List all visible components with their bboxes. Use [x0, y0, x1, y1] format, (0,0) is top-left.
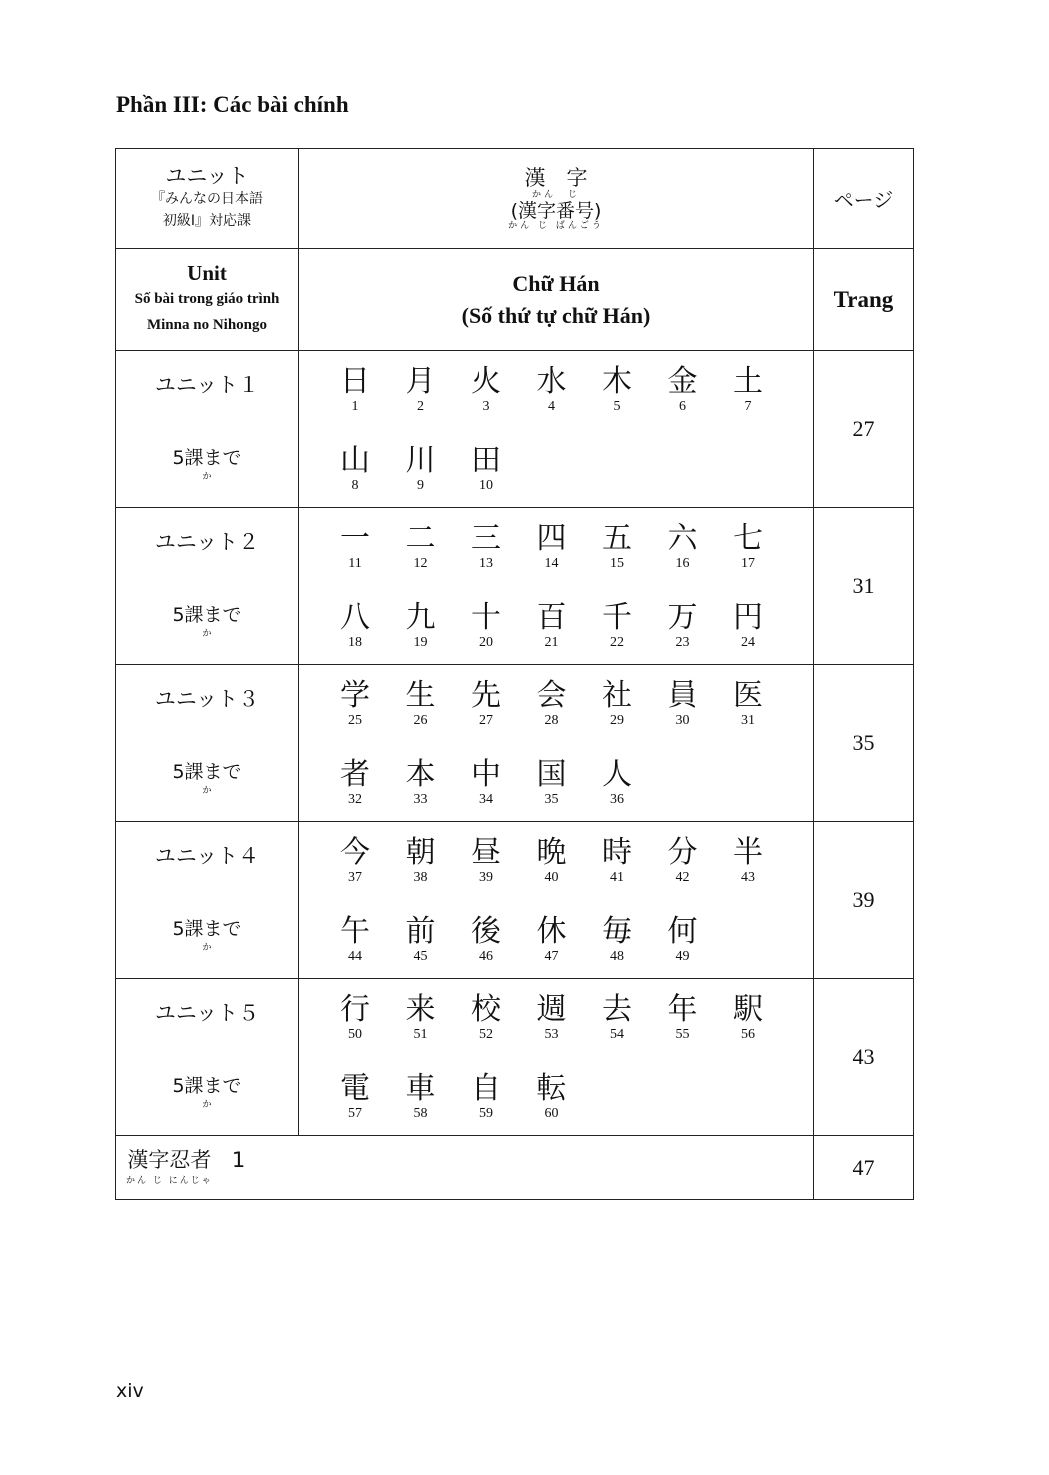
kanji-cell — [299, 351, 814, 508]
kanji-number: 24 — [741, 635, 755, 650]
kanji-number: 48 — [610, 949, 624, 964]
kanji-number: 55 — [675, 1027, 690, 1042]
kanji-number: 15 — [610, 556, 624, 571]
kanji-number: 21 — [544, 635, 559, 650]
kanji-number: 60 — [544, 1106, 559, 1121]
unit-until-furigana: か — [202, 628, 212, 639]
kanji-item — [391, 915, 451, 965]
kanji-char: 毎 — [602, 914, 632, 949]
kanji-number: 11 — [348, 556, 362, 571]
kanji-item — [325, 993, 385, 1043]
kanji-char: 休 — [536, 914, 567, 949]
header-unit-jp — [116, 149, 299, 249]
header-unit-vi — [116, 249, 299, 351]
kanji-item — [587, 993, 647, 1043]
kanji-item — [325, 522, 385, 572]
kanji-number: 20 — [479, 635, 493, 650]
kanji-item — [391, 601, 451, 651]
kanji-item — [587, 679, 647, 729]
kanji-number: 27 — [479, 713, 493, 728]
kanji-number: 16 — [675, 556, 690, 571]
kanji-item — [653, 522, 713, 572]
header-kanji-jp — [299, 149, 814, 249]
kanji-char: 昼 — [471, 835, 501, 870]
kanji-item — [325, 444, 385, 494]
kanji-char: 千 — [602, 600, 632, 635]
kanji-char: 分 — [667, 835, 698, 870]
kanji-item — [456, 915, 516, 965]
kanji-item — [587, 365, 647, 415]
unit-label: ユニット５ — [154, 1001, 260, 1025]
kanji-char: 一 — [340, 521, 370, 556]
kanji-char: 晩 — [536, 835, 567, 870]
kanji-char: 九 — [405, 600, 436, 635]
kanji-char: 生 — [405, 678, 436, 713]
kanji-char: 社 — [602, 678, 632, 713]
kanji-item — [391, 522, 451, 572]
unit-until-furigana: か — [202, 785, 212, 796]
kanji-char: 朝 — [405, 835, 436, 870]
kanji-item — [391, 993, 451, 1043]
header-unit-line1: 『みんなの日本語 — [151, 191, 263, 208]
unit-until: 5課まで か — [116, 762, 298, 796]
kanji-item — [391, 444, 451, 494]
unit-row-1 — [116, 351, 914, 508]
kanji-number: 17 — [741, 556, 755, 571]
kanji-item — [653, 915, 713, 965]
kanji-item — [456, 444, 516, 494]
page-cell — [814, 508, 914, 665]
header-unit-desc2: Minna no Nihongo — [146, 317, 268, 333]
unit-cell — [116, 979, 299, 1136]
kanji-number: 37 — [348, 870, 362, 885]
kanji-char: 者 — [340, 757, 370, 792]
kanji-item — [391, 679, 451, 729]
header-kanji-label: Chữ Hán — [512, 270, 600, 296]
header-row-japanese — [116, 149, 914, 249]
page-cell — [814, 979, 914, 1136]
kanji-number: 52 — [479, 1027, 493, 1042]
kanji-item — [653, 836, 713, 886]
kanji-char: 年 — [667, 992, 698, 1027]
kanji-item — [522, 915, 582, 965]
kanji-item — [456, 758, 516, 808]
unit-row-3 — [116, 665, 914, 822]
kanji-number: 14 — [544, 556, 559, 571]
kanji-char: 転 — [536, 1071, 567, 1106]
kanji-number: 28 — [544, 713, 559, 728]
kanji-ninja-cell — [116, 1136, 814, 1200]
page-number: 43 — [852, 1044, 875, 1069]
section-heading: Phần III: Các bài chính — [116, 92, 349, 117]
kanji-number: 12 — [413, 556, 428, 571]
unit-until: 5課まで か — [116, 919, 298, 953]
kanji-char: 先 — [471, 678, 501, 713]
kanji-char: 川 — [405, 443, 436, 478]
kanji-char: 今 — [340, 835, 370, 870]
unit-cell — [116, 665, 299, 822]
unit-cell — [116, 508, 299, 665]
kanji-item — [325, 1072, 385, 1122]
kanji-char: 後 — [471, 914, 501, 949]
page-cell — [814, 351, 914, 508]
kanji-cell — [299, 508, 814, 665]
kanji-item — [325, 365, 385, 415]
page-cell — [814, 822, 914, 979]
kanji-item — [718, 601, 778, 651]
kanji-number: 53 — [544, 1027, 559, 1042]
kanji-number: 8 — [351, 478, 359, 493]
kanji-number: 50 — [348, 1027, 362, 1042]
kanji-number: 40 — [544, 870, 559, 885]
kanji-number: 31 — [741, 713, 755, 728]
kanji-item — [391, 365, 451, 415]
lessons-table — [115, 148, 914, 1200]
page-cell — [814, 665, 914, 822]
kanji-char: 八 — [340, 600, 370, 635]
kanji-char: 学 — [340, 678, 370, 713]
kanji-char: 本 — [405, 757, 436, 792]
kanji-ninja-row — [116, 1136, 914, 1200]
header-kanji-desc: (Số thứ tự chữ Hán) — [461, 302, 651, 328]
page-number: 27 — [852, 416, 875, 441]
header-page-label-jp: ページ — [833, 188, 894, 212]
kanji-item — [325, 758, 385, 808]
page-number: 31 — [852, 573, 875, 598]
kanji-item — [522, 522, 582, 572]
kanji-number: 10 — [479, 478, 493, 493]
header-page-label: Trang — [833, 286, 894, 312]
page-footer-number: xiv — [116, 1380, 144, 1402]
unit-until-furigana: か — [202, 471, 212, 482]
kanji-item — [587, 601, 647, 651]
kanji-char: 万 — [667, 600, 698, 635]
kanji-number: 26 — [413, 713, 428, 728]
kanji-char: 員 — [667, 678, 698, 713]
kanji-char: 自 — [471, 1071, 501, 1106]
kanji-char: 百 — [536, 600, 567, 635]
page-number: 39 — [852, 887, 875, 912]
kanji-char: 五 — [602, 521, 632, 556]
kanji-number: 4 — [548, 399, 555, 414]
kanji-number: 45 — [413, 949, 428, 964]
kanji-item — [522, 365, 582, 415]
kanji-item — [456, 1072, 516, 1122]
page-number: 35 — [852, 730, 875, 755]
kanji-number: 2 — [417, 399, 424, 414]
kanji-number: 57 — [348, 1106, 362, 1121]
kanji-number: 34 — [479, 792, 493, 807]
header-page-vi — [814, 249, 914, 351]
kanji-item — [456, 601, 516, 651]
kanji-char: 行 — [340, 992, 370, 1027]
unit-until: 5課まで か — [116, 1076, 298, 1110]
kanji-char: 国 — [536, 757, 567, 792]
kanji-number: 23 — [675, 635, 690, 650]
kanji-item — [653, 601, 713, 651]
kanji-number: 36 — [610, 792, 624, 807]
kanji-number: 7 — [744, 399, 752, 414]
kanji-number: 49 — [675, 949, 690, 964]
kanji-char: 火 — [471, 364, 501, 399]
kanji-item — [653, 365, 713, 415]
unit-cell — [116, 822, 299, 979]
unit-row-2 — [116, 508, 914, 665]
header-unit-title: ユニット — [165, 164, 249, 189]
kanji-item — [718, 365, 778, 415]
kanji-number: 56 — [741, 1027, 755, 1042]
kanji-number: 25 — [348, 713, 362, 728]
kanji-cell — [299, 979, 814, 1136]
kanji-char: 半 — [733, 835, 763, 870]
kanji-char: 日 — [340, 364, 370, 399]
kanji-char: 車 — [405, 1071, 436, 1106]
kanji-item — [456, 365, 516, 415]
header-unit-line2: 初級Ⅰ』対応課 — [162, 213, 252, 230]
header-row-vietnamese — [116, 249, 914, 351]
header-page-jp — [814, 149, 914, 249]
kanji-number: 59 — [479, 1106, 493, 1121]
unit-row-4 — [116, 822, 914, 979]
kanji-number: 5 — [613, 399, 621, 414]
kanji-number: 35 — [544, 792, 559, 807]
unit-row-5 — [116, 979, 914, 1136]
kanji-item — [391, 836, 451, 886]
kanji-number: 19 — [413, 635, 428, 650]
unit-label: ユニット１ — [154, 373, 260, 397]
kanji-char: 前 — [405, 914, 436, 949]
kanji-char: 六 — [667, 521, 698, 556]
kanji-item — [456, 836, 516, 886]
kanji-number: 46 — [479, 949, 493, 964]
kanji-char: 七 — [733, 521, 763, 556]
kanji-item — [325, 915, 385, 965]
kanji-number: 1 — [351, 399, 359, 414]
kanji-item — [653, 679, 713, 729]
kanji-item — [522, 836, 582, 886]
kanji-item — [718, 522, 778, 572]
kanji-number: 9 — [417, 478, 424, 493]
kanji-number: 43 — [741, 870, 755, 885]
page-number: 47 — [852, 1154, 875, 1180]
kanji-number: 22 — [610, 635, 624, 650]
kanji-char: 会 — [536, 678, 567, 713]
kanji-char: 二 — [405, 521, 436, 556]
unit-until: 5課まで か — [116, 605, 298, 639]
kanji-item — [718, 679, 778, 729]
header-unit-label: Unit — [187, 260, 227, 285]
kanji-item — [522, 993, 582, 1043]
kanji-item — [718, 836, 778, 886]
kanji-number: 47 — [544, 949, 559, 964]
header-kanji-title: 漢 字 — [524, 165, 588, 190]
kanji-item — [587, 836, 647, 886]
unit-until-furigana: か — [202, 942, 212, 953]
kanji-ninja-furigana: かん じ にんじゃ — [126, 1175, 213, 1186]
kanji-number: 13 — [479, 556, 493, 571]
unit-cell — [116, 351, 299, 508]
kanji-item — [522, 1072, 582, 1122]
kanji-char: 月 — [405, 364, 436, 399]
kanji-char: 十 — [471, 600, 501, 635]
header-kanji-furigana: かん じ — [531, 189, 580, 200]
kanji-cell — [299, 665, 814, 822]
header-kanji-sub-furigana: かん じ ばんごう — [508, 221, 604, 232]
kanji-char: 時 — [602, 835, 632, 870]
kanji-item — [325, 836, 385, 886]
kanji-number: 44 — [348, 949, 362, 964]
kanji-item — [456, 993, 516, 1043]
header-kanji-vi — [299, 249, 814, 351]
kanji-number: 41 — [610, 870, 624, 885]
kanji-char: 校 — [471, 992, 501, 1027]
kanji-char: 山 — [340, 443, 370, 478]
kanji-item — [718, 993, 778, 1043]
kanji-number: 51 — [413, 1027, 428, 1042]
unit-until-furigana: か — [202, 1099, 212, 1110]
header-unit-desc1: Số bài trong giáo trình — [134, 290, 280, 307]
kanji-item — [325, 601, 385, 651]
kanji-char: 医 — [733, 678, 763, 713]
unit-label: ユニット２ — [154, 530, 260, 554]
kanji-number: 33 — [413, 792, 428, 807]
kanji-number: 29 — [610, 713, 624, 728]
kanji-char: 人 — [602, 757, 632, 792]
kanji-item — [653, 993, 713, 1043]
kanji-number: 32 — [348, 792, 362, 807]
kanji-item — [456, 679, 516, 729]
kanji-char: 四 — [536, 521, 567, 556]
kanji-char: 円 — [733, 600, 763, 635]
kanji-item — [522, 679, 582, 729]
kanji-item — [587, 758, 647, 808]
kanji-char: 土 — [733, 364, 763, 399]
kanji-number: 3 — [482, 399, 490, 414]
kanji-char: 木 — [602, 364, 632, 399]
kanji-ninja-number: 1 — [231, 1147, 246, 1172]
kanji-char: 中 — [471, 757, 501, 792]
kanji-char: 来 — [405, 992, 436, 1027]
kanji-cell — [299, 822, 814, 979]
kanji-ninja-title: 漢字忍者 かん じ にんじゃ — [126, 1148, 213, 1186]
kanji-char: 何 — [667, 914, 698, 949]
kanji-item — [325, 679, 385, 729]
kanji-item — [522, 601, 582, 651]
kanji-item — [522, 758, 582, 808]
kanji-char: 駅 — [733, 992, 763, 1027]
kanji-number: 54 — [610, 1027, 624, 1042]
kanji-item — [391, 758, 451, 808]
kanji-number: 30 — [675, 713, 690, 728]
kanji-char: 電 — [340, 1071, 370, 1106]
kanji-char: 午 — [340, 914, 370, 949]
kanji-number: 38 — [413, 870, 428, 885]
kanji-number: 18 — [348, 635, 362, 650]
kanji-char: 去 — [602, 992, 632, 1027]
kanji-char: 水 — [536, 364, 567, 399]
kanji-number: 6 — [679, 399, 686, 414]
unit-label: ユニット３ — [154, 687, 260, 711]
kanji-number: 42 — [675, 870, 690, 885]
kanji-char: 三 — [471, 521, 501, 556]
kanji-number: 58 — [413, 1106, 428, 1121]
kanji-item — [391, 1072, 451, 1122]
kanji-item — [456, 522, 516, 572]
kanji-char: 週 — [536, 992, 567, 1027]
header-kanji-sub: (漢字番号) — [510, 199, 602, 222]
kanji-number: 39 — [479, 870, 493, 885]
unit-label: ユニット４ — [154, 844, 260, 868]
kanji-item — [587, 915, 647, 965]
kanji-char: 田 — [471, 443, 501, 478]
kanji-char: 金 — [667, 364, 698, 399]
kanji-item — [587, 522, 647, 572]
page-cell — [814, 1136, 914, 1200]
unit-until: 5課まで か — [116, 448, 298, 482]
